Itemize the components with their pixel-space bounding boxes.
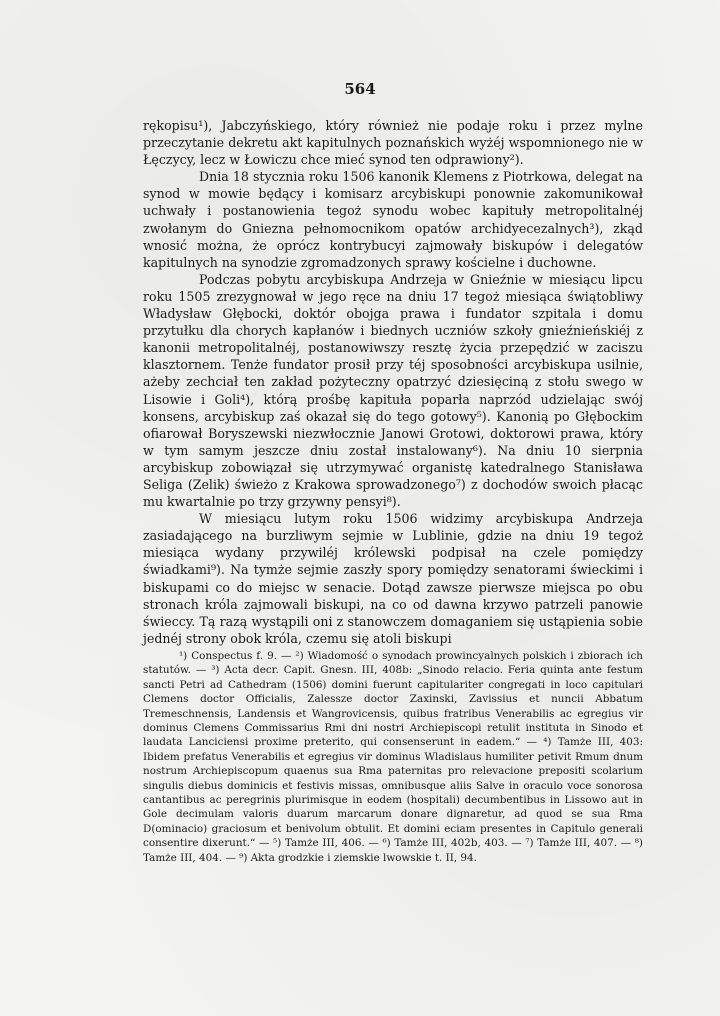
paragraph-1: rękopisu¹), Jabczyńskiego, który również nie podaje roku i przez mylne przeczytanie dekretu akt kapitulnych poznańskich wyżéj wspomnionego nie w Łęczycy, lecz w Łowiczu chce mieć synod ten odprawiony²). — [143, 118, 643, 168]
paragraph-4: W miesiącu lutym roku 1506 widzimy arcybiskupa Andrzeja zasiadającego na burzliwym sejmie w Lublinie, gdzie na dniu 19 tegoż miesiąca wydany przywiléj królewski podpisał na czele pomiędzy świadkami⁹). Na tymże sejmie zaszły spory pomiędzy senatorami świeckimi i biskupami co do miejsc w senacie. Dotąd zawsze pierwsze miejsca po obu stronach króla zajmowali biskupi, na co od dawna krzywo patrzeli panowie świeccy. Tą razą wystąpili oni z stanowczem domaganiem się ustąpienia sobie jednéj strony obok króla, czemu się atoli biskupi — [143, 511, 643, 646]
footnotes — [143, 649, 643, 865]
paragraph-2: Dnia 18 stycznia roku 1506 kanonik Klemens z Piotrkowa, delegat na synod w mowie będący i komisarz arcybiskupi ponownie zakomunikował uchwały i postanowienia tegoż synodu wobec kapituły metropolitalnéj zwołanym do Gniezna pełnomocnikom opatów archidyecezalnych³), zkąd wnosić można, że oprócz kontrybucyi zajmowały biskupów i delegatów kapitulnych na synodzie zgromadzonych sprawy kościelne i duchowne. — [143, 169, 643, 270]
main-text — [143, 117, 643, 647]
paragraph-3: Podczas pobytu arcybiskupa Andrzeja w Gnieźnie w miesiącu lipcu roku 1505 zrezygnował w jego ręce na dniu 17 tegoż miesiąca świątobliwy Władysław Głębocki, doktór obojga prawa i fundator szpitala i domu przytułku dla chorych kapłanów i biednych uczniów szkoły gnieźnieńskiéj z kanonii metropolitalnéj, postanowiwszy resztę życia przepędzić w zaciszu klasztornem. Tenże fundator prosił przy téj sposobności arcybiskupa usilnie, ażeby zechciał ten zakład pożyteczny opatrzyć dziesięciną z stołu swego w Lisowie i Goli⁴), którą prośbę kapituła poparła naprzód udzielając swój konsens, arcybiskup zaś okazał się do tego gotowy⁵). Kanonią po Głębockim ofiarował Boryszewski niezwłocznie Janowi Grotowi, doktorowi prawa, który w tym samym jeszcze dniu został instalowany⁶). Na dniu 10 sierpnia arcybiskup zobowiązał się utrzymywać organistę katedralnego Stanisława Seliga (Zelik) świeżo z Krakowa sprowadzonego⁷) z dochodów swoich płacąc mu kwartalnie po trzy grzywny pensyi⁸). — [143, 271, 643, 510]
page-number: 564 — [344, 80, 376, 98]
footnote-block: ¹) Conspectus f. 9. — ²) Wiadomość o synodach prowincyalnych polskich i zbiorach ich statutów. — ³) Acta decr. Capit. Gnesn. III, 408b: „Sinodo relacio. Feria quinta ante festum sancti Petri ad Cathedram (1506) domini fuerunt capitulariter congregati in loco capitulari Clemens doctor Officialis, Zalessze doctor Zaxinski, Zavissius et nuncii Abbatum Tremeschnensis, Landensis et Wangrovicensis, quibus fratribus Venerabilis ac egregius vir dominus Clemens Commissarius Rmi dni nostri Archiepiscopi retulit instituta in Sinodo et laudata Lanciciensi proxime preterito, qui consenserunt in eadem.“ — ⁴) Tamże III, 403: Ibidem prefatus Venerabilis et egregius vir dominus Wladislaus humiliter petivit Rmum dnum nostrum Archiepiscopum quaenus sua Rma paternitas pro relevacione prepositi scolarium singulis diebus dominicis et festivis missas, omnibusque aliis Salve in oraculo voce sonorosa cantantibus ac peregrinis plurimisque in eodem (hospitali) decumbentibus in Lissowo aut in Gole decimulam valoris duarum marcarum donare dignaretur, ad quod se sua Rma D(ominacio) graciosum et benivolum obtulit. Et domini eciam presentes in Capitulo generali consentire dixerunt.“ — ⁵) Tamże III, 406. — ⁶) Tamże III, 402b, 403. — ⁷) Tamże III, 407. — ⁸) Tamże III, 404. — ⁹) Akta grodzkie i ziemskie lwowskie t. II, 94. — [143, 650, 643, 864]
